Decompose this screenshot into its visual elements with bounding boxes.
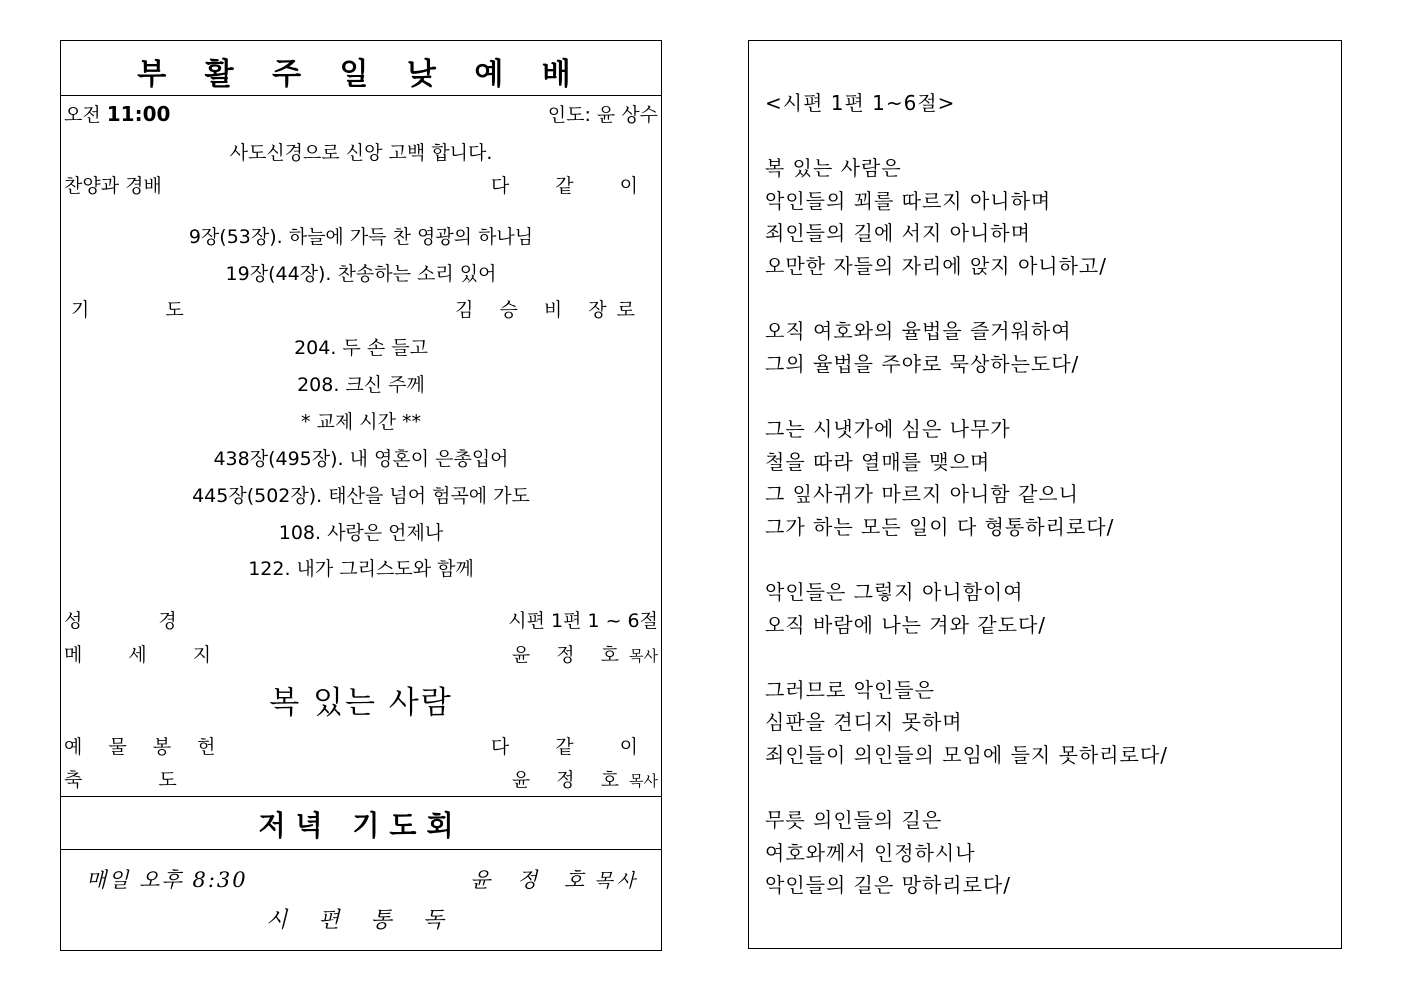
preacher: 윤 정 호목사 <box>511 643 658 666</box>
praise-label: 찬양과 경배 <box>64 174 162 197</box>
psalm-stanza <box>765 413 1331 543</box>
psalm-line: 죄인들의 길에 서지 아니하며 <box>765 221 1031 246</box>
scripture-label: 성 경 <box>64 609 177 632</box>
prayer-label: 기 도 <box>71 298 184 321</box>
scripture-text-panel <box>748 40 1342 949</box>
psalm-line: 오만한 자들의 자리에 앉지 아니하고/ <box>765 253 1107 278</box>
scripture-ref: 시편 1편 1 ~ 6절 <box>508 609 658 632</box>
time-row <box>64 98 658 128</box>
psalm-line: 철을 따라 열매를 맺으며 <box>765 449 991 474</box>
evening-title: 저녁 기도회 <box>258 809 464 842</box>
praise-who: 다 같 이 <box>490 174 658 197</box>
psalm-line: 무릇 의인들의 길은 <box>765 808 943 833</box>
psalm-line: 그 잎사귀가 마르지 아니함 같으니 <box>765 482 1079 507</box>
service-title: 부 활 주 일 낮 예 배 <box>137 57 585 92</box>
service-time: 오전 11:00 <box>64 101 171 126</box>
psalm-stanza <box>765 804 1331 902</box>
sermon-title: 복 있는 사람 <box>269 685 453 721</box>
evening-row <box>86 864 639 894</box>
psalm-text <box>765 87 1331 902</box>
hymn-line: 122. 내가 그리스도와 함께 <box>248 558 474 580</box>
psalm-line: 오직 바람에 나는 겨와 같도다/ <box>765 612 1047 637</box>
psalm-stanza <box>765 152 1331 282</box>
psalm-line: 그는 시냇가에 심은 나무가 <box>765 416 1011 441</box>
hymn-line: 204. 두 손 들고 <box>294 337 428 359</box>
psalm-line: 악인들의 길은 망하리로다/ <box>765 873 1011 898</box>
message-label: 메 세 지 <box>64 643 232 666</box>
benediction-label: 축 도 <box>64 768 177 791</box>
psalm-line: 그가 하는 모든 일이 다 형통하리로다/ <box>765 514 1115 539</box>
evening-divider-bottom <box>61 849 661 850</box>
psalm-line: 그러므로 악인들은 <box>765 677 935 702</box>
psalm-line: 죄인들이 의인들의 모임에 들지 못하리로다/ <box>765 742 1168 767</box>
psalm-stanza <box>765 315 1331 380</box>
evening-leader: 윤 정 호목사 <box>470 868 639 892</box>
evening-divider-top <box>61 796 661 797</box>
title-divider <box>61 95 661 96</box>
worship-order-panel <box>60 40 662 951</box>
prayer-who: 김 승 비 장로 <box>455 298 645 321</box>
psalm-stanza <box>765 674 1331 772</box>
evening-time: 매일 오후 8:30 <box>86 868 248 892</box>
hymn-line: 438장(495장). 내 영혼이 은총입어 <box>213 448 509 470</box>
offering-label: 예 물 봉 헌 <box>64 735 226 758</box>
hymn-line: 9장(53장). 하늘에 가득 찬 영광의 하나님 <box>188 226 534 248</box>
offering-who: 다 같 이 <box>490 735 658 758</box>
psalm-line: 복 있는 사람은 <box>765 156 902 181</box>
psalm-line: 여호와께서 인정하시나 <box>765 840 976 865</box>
psalm-line: 악인들은 그렇지 아니함이여 <box>765 579 1024 604</box>
fellowship-line: * 교제 시간 ** <box>300 411 422 433</box>
praise-row <box>64 169 658 199</box>
offering-row <box>64 730 658 760</box>
hymn-line: 208. 크신 주께 <box>297 374 425 396</box>
message-row <box>64 638 658 668</box>
hymn-line: 19장(44장). 찬송하는 소리 있어 <box>225 263 497 285</box>
benediction-leader: 윤 정 호목사 <box>511 768 658 791</box>
psalm-line: 악인들의 꾀를 따르지 아니하며 <box>765 188 1052 213</box>
psalm-heading: <시편 1편 1~6절> <box>765 91 956 115</box>
hymn-line: 445장(502장). 태산을 넘어 험곡에 가도 <box>192 485 530 507</box>
prayer-row <box>71 293 645 323</box>
scripture-row <box>64 604 658 634</box>
psalm-line: 오직 여호와의 율법을 즐거워하여 <box>765 319 1072 344</box>
psalm-line: 그의 율법을 주야로 묵상하는도다/ <box>765 351 1080 376</box>
psalm-stanza <box>765 576 1331 641</box>
evening-reading: 시 편 통 독 <box>266 908 456 933</box>
hymn-line: 108. 사랑은 언제나 <box>278 522 444 544</box>
benediction-row <box>64 763 658 793</box>
service-leader: 인도: 윤 상수 <box>547 103 658 126</box>
creed-line: 사도신경으로 신앙 고백 합니다. <box>229 142 493 164</box>
psalm-line: 심판을 견디지 못하며 <box>765 710 963 735</box>
